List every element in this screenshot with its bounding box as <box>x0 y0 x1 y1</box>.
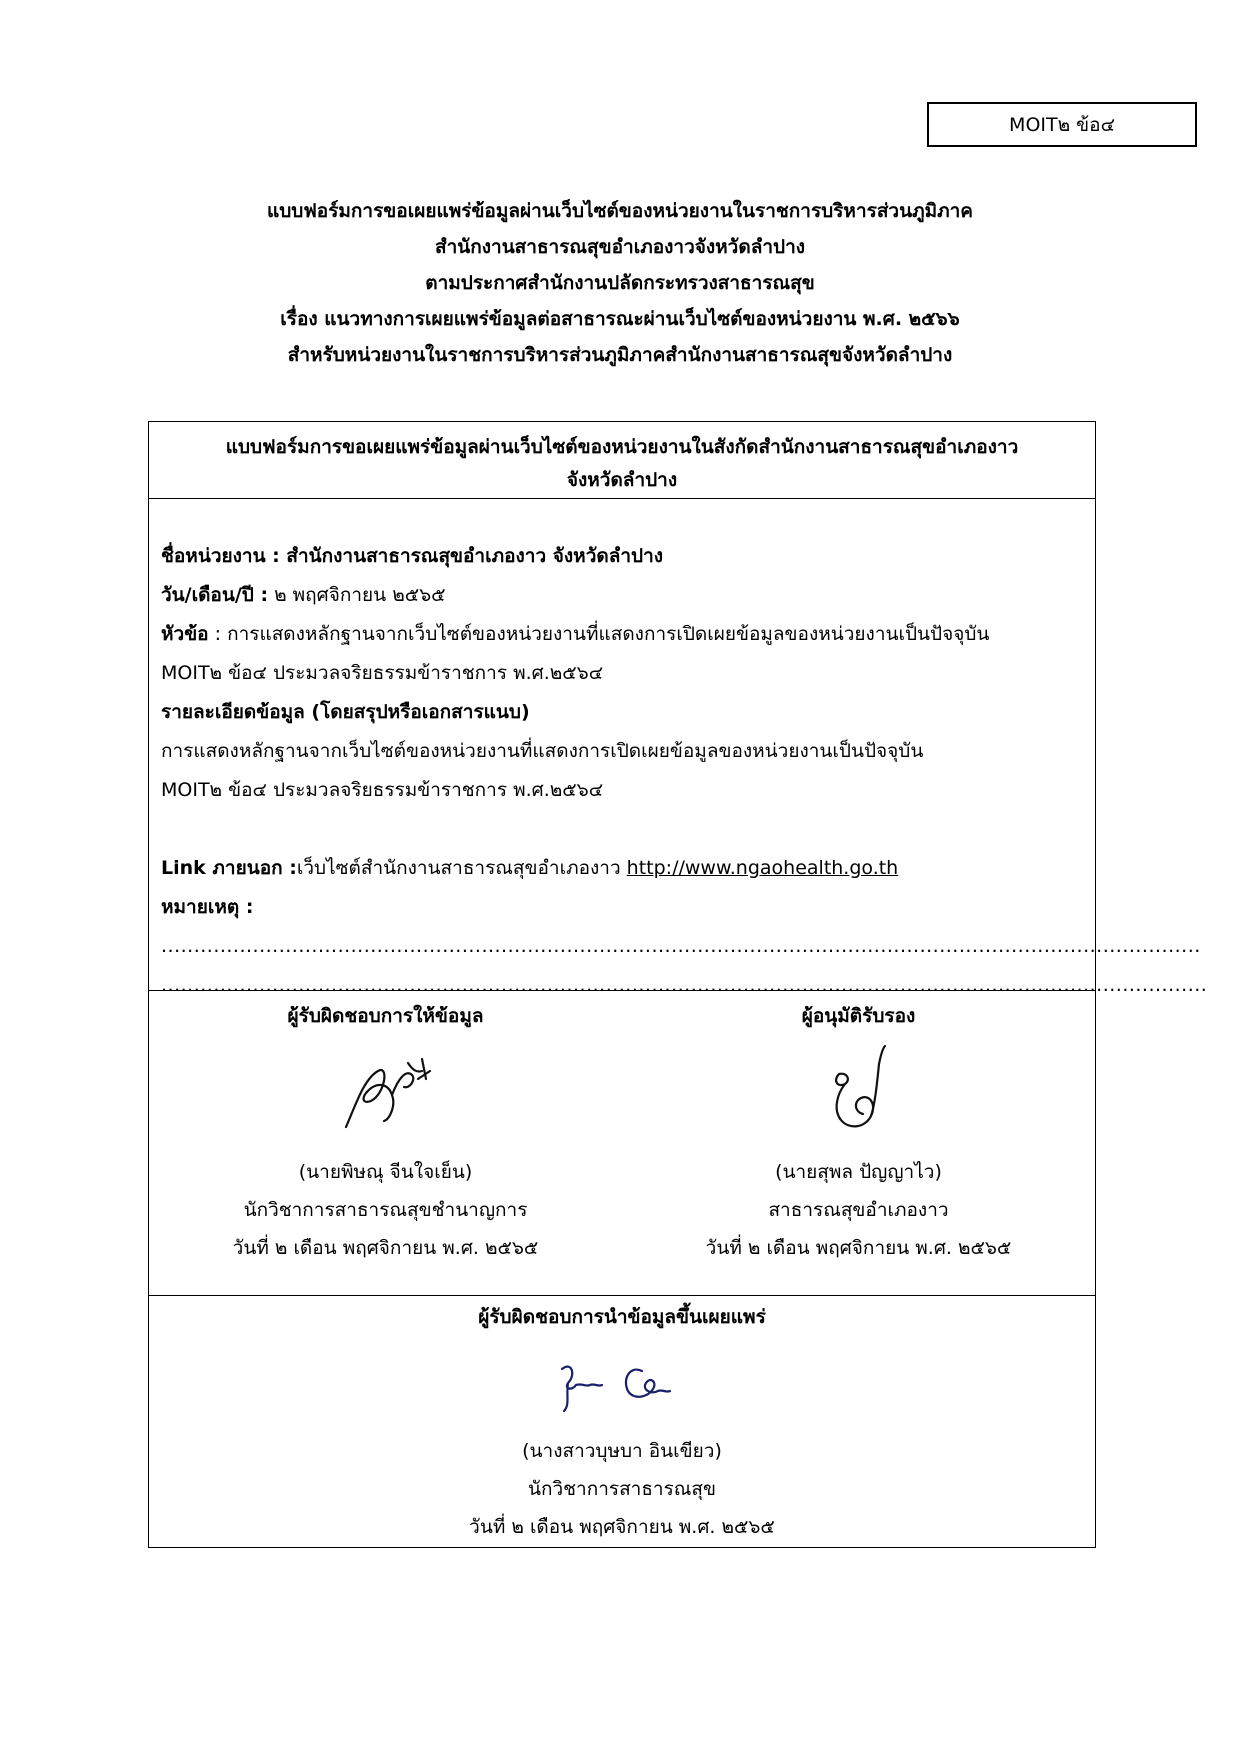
approver-signature <box>622 1035 1095 1153</box>
publisher-date: วันที่ ๒ เดือน พฤศจิกายน พ.ศ. ๒๕๖๕ <box>469 1516 775 1538</box>
link-description: เว็บไซต์สำนักงานสาธารณสุขอำเภองาว <box>296 857 627 879</box>
document-header <box>0 193 1240 373</box>
detail-line-1: การแสดงหลักฐานจากเว็บไซต์ของหน่วยงานที่แสดงการเปิดเผยข้อมูลของหน่วยงานเป็นปัจจุบัน <box>161 740 924 762</box>
approver-signature-icon <box>819 1044 899 1144</box>
header-line-4: เรื่อง แนวทางการเผยแพร่ข้อมูลต่อสาธารณะผ่านเว็บไซต์ของหน่วยงาน พ.ศ. ๒๕๖๖ <box>280 308 960 330</box>
detail-line-2: MOIT๒ ข้อ๔ ประมวลจริยธรรมข้าราชการ พ.ศ.๒๕๖๔ <box>161 779 604 801</box>
provider-signature-icon <box>326 1049 446 1139</box>
publisher-signature-icon <box>542 1349 702 1419</box>
provider-role: ผู้รับผิดชอบการให้ข้อมูล <box>287 1005 484 1027</box>
header-line-3: ตามประกาศสำนักงานปลัดกระทรวงสาธารณสุข <box>425 272 815 294</box>
publisher-role: ผู้รับผิดชอบการนำข้อมูลขึ้นเผยแพร่ <box>478 1306 766 1328</box>
approver-role: ผู้อนุมัติรับรอง <box>801 1005 916 1027</box>
link-label: Link ภายนอก : <box>161 857 297 879</box>
form-title <box>149 422 1095 499</box>
blank-line <box>161 810 1081 849</box>
detail-label: รายละเอียดข้อมูล (โดยสรุปหรือเอกสารแนบ) <box>161 701 530 723</box>
remark-label: หมายเหตุ : <box>161 896 254 918</box>
approver-name: (นายสุพล ปัญญาไว) <box>775 1161 942 1183</box>
header-line-2: สำนักงานสาธารณสุขอำเภองาวจังหวัดลำปาง <box>434 236 806 258</box>
signature-section <box>149 991 1095 1296</box>
link-line <box>161 849 1081 888</box>
approver-position: สาธารณสุขอำเภองาว <box>768 1199 949 1221</box>
provider-signature <box>149 1035 622 1153</box>
provider-signature-block <box>149 991 622 1295</box>
provider-position: นักวิชาการสาธารณสุขชำนาญการ <box>243 1199 528 1221</box>
provider-name: (นายพิษณุ จีนใจเย็น) <box>298 1161 473 1183</box>
topic-label: หัวข้อ <box>161 623 209 645</box>
publisher-signature <box>149 1336 1095 1432</box>
form-title-line-2: จังหวัดลำปาง <box>566 469 678 491</box>
topic-value: : การแสดงหลักฐานจากเว็บไซต์ของหน่วยงานที่แสดงการเปิดเผยข้อมูลของหน่วยงานเป็นปัจจุบัน <box>208 623 990 645</box>
website-link[interactable]: http://www.ngaohealth.go.th <box>626 857 899 879</box>
form-title-line-1: แบบฟอร์มการขอเผยแพร่ข้อมูลผ่านเว็บไซต์ของหน่วยงานในสังกัดสำนักงานสาธารณสุขอำเภองาว <box>225 436 1019 458</box>
topic-line <box>161 615 1081 654</box>
header-line-1: แบบฟอร์มการขอเผยแพร่ข้อมูลผ่านเว็บไซต์ของหน่วยงานในราชการบริหารส่วนภูมิภาค <box>266 200 974 222</box>
header-line-5: สำหรับหน่วยงานในราชการบริหารส่วนภูมิภาคสำนักงานสาธารณสุขจังหวัดลำปาง <box>287 344 953 366</box>
form-details <box>149 499 1208 996</box>
topic-line-2: MOIT๒ ข้อ๔ ประมวลจริยธรรมข้าราชการ พ.ศ.๒๕๖๔ <box>161 662 604 684</box>
publisher-name: (นางสาวบุษบา อินเขียว) <box>522 1440 722 1462</box>
remark-dotted-line-2: ................................................................................................................................................................ <box>161 974 1208 996</box>
date-label: วัน/เดือน/ปี : <box>161 584 269 606</box>
provider-date: วันที่ ๒ เดือน พฤศจิกายน พ.ศ. ๒๕๖๕ <box>232 1237 539 1259</box>
publisher-section <box>149 1298 1095 1547</box>
date-line <box>161 576 1081 615</box>
approver-date: วันที่ ๒ เดือน พฤศจิกายน พ.ศ. ๒๕๖๕ <box>705 1237 1012 1259</box>
date-value: ๒ พฤศจิกายน ๒๕๖๕ <box>268 584 446 606</box>
request-form-table <box>148 421 1208 1548</box>
document-code: MOIT๒ ข้อ๔ <box>1009 113 1115 136</box>
agency-line: ชื่อหน่วยงาน : สำนักงานสาธารณสุขอำเภองาว จังหวัดลำปาง <box>161 545 664 567</box>
remark-dotted-line-1: ............................................................................................................................................................... <box>161 935 1201 957</box>
publisher-position: นักวิชาการสาธารณสุข <box>527 1478 717 1500</box>
approver-signature-block <box>622 991 1095 1295</box>
document-code-box <box>927 102 1197 147</box>
